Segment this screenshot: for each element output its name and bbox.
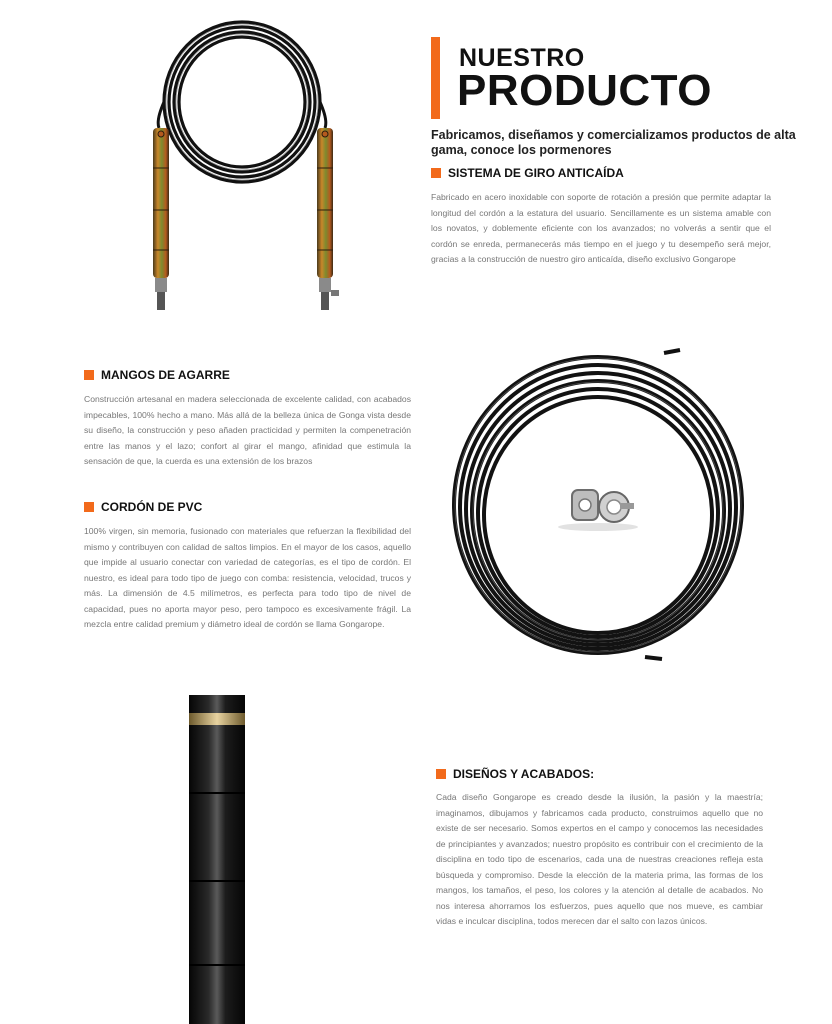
section-heading-cordon: [84, 500, 202, 514]
section-title: MANGOS DE AGARRE: [101, 368, 230, 382]
orange-square-icon: [436, 769, 446, 779]
swivel-parts: [558, 490, 638, 531]
title-accent-bar: [431, 37, 440, 119]
pvc-cable-image: [450, 345, 750, 665]
page-title-line1: NUESTRO: [459, 44, 585, 72]
section-title: DISEÑOS Y ACABADOS:: [453, 767, 595, 781]
orange-square-icon: [84, 370, 94, 380]
section-body-cordon: 100% virgen, sin memoria, fusionado con materiales que refuerzan la flexibilidad del mismo y contribuyen con calidad de saltos limpios. En el mayor de los casos, aquello que impide al usuario conectar con variedad de categorías, es el tipo de cordón. El nuestro, es ideal para todo tipo de juego con comba: resistencia, velocidad, trucos y más. La dimensión de 4.5 milímetros, es perfecta para todo tipo de nivel de capacidad, pues no aporta mayor peso, pero tampoco es excesivamente frágil. La mezcla entre calidad premium y diámetro ideal de cordón se llama Gongarope.: [84, 526, 411, 629]
page-title-line2: PRODUCTO: [457, 66, 712, 115]
section-title: SISTEMA DE GIRO ANTICAÍDA: [448, 166, 624, 180]
jump-rope-image: [150, 10, 350, 315]
section-heading-giro: [431, 166, 624, 180]
page-subtitle: Fabricamos, diseñamos y comercializamos productos de alta gama, conoce los pormenores: [431, 128, 796, 157]
section-heading-mangos: [84, 368, 230, 382]
handle-closeup-image: [187, 695, 247, 1024]
section-body-disenos: Cada diseño Gongarope es creado desde la ilusión, la pasión y la maestría; imaginamos, dibujamos y fabricamos cada producto, construimos aquello que no existe de ser necesario. Somos expertos en el campo y conocemos las necesidades de principiantes y avanzados; nuestro propósito es contribuir con el crecimiento de la disciplina en todo tipo de escenarios, cada una de nuestras creaciones refleja esta búsqueda y compromiso. Desde la elección de la materia prima, las formas de los mangos, los tamaños, el peso, los colores y la atención al detalle de acabados. No nos interesa ahorramos los esfuerzos, pues aquello que nos mueve, es cambiar vidas e inculcar disciplina, todos merecen dar el salto con lazos únicos.: [436, 792, 763, 926]
section-body-mangos: Construcción artesanal en madera seleccionada de excelente calidad, con acabados impecables, 100% hecho a mano. Más allá de la belleza única de Gonga vista desde su diseño, la construcción y peso añaden practicidad y permiten la compenetración entre las manos y el lazo; confort al girar el mango, afinidad que estimula la sensación de que, la cuerda es una extensión de los brazos: [84, 394, 411, 466]
section-title: CORDÓN DE PVC: [101, 500, 203, 514]
orange-square-icon: [431, 168, 441, 178]
section-body-giro: Fabricado en acero inoxidable con soporte de rotación a presión que permite adaptar la longitud del cordón a la estatura del usuario. Sencillamente es un sistema amable con los novatos, y doblemente eficiente con los avanzados; no volverás a sentir que el cordón se enreda, permanecerás más tiempo en el juego y tu desempeño será mejor, gracias a la construcción de nuestro giro anticaída, diseño exclusivo Gongarope: [431, 192, 771, 264]
orange-square-icon: [84, 502, 94, 512]
section-heading-disenos: [436, 767, 594, 781]
